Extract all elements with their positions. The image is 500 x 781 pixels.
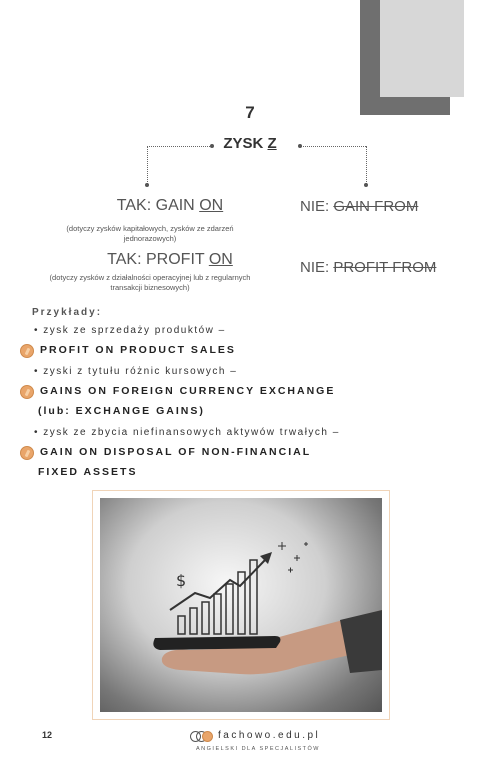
brand-name: fachowo.edu.pl — [218, 730, 321, 741]
example-english: GAIN ON DISPOSAL OF NON-FINANCIAL — [40, 446, 312, 458]
bracket-left-line — [147, 146, 212, 147]
tak-profit-note: (dotyczy zysków z działalności operacyjnej lub z regularnych transakcji biznesowych) — [49, 273, 251, 292]
page-number: 12 — [42, 730, 53, 740]
svg-text:$: $ — [176, 571, 187, 590]
example-polish: • zysk ze sprzedaży produktów – — [34, 325, 226, 336]
section-title — [0, 135, 500, 152]
bracket-dot — [364, 183, 368, 187]
nie-profit-prefix: NIE: — [300, 259, 334, 276]
coin-icon — [20, 446, 34, 460]
examples-label: Przykłady: — [32, 307, 103, 318]
nie-gain-from — [300, 198, 470, 215]
tak-gain-underlined: ON — [199, 197, 224, 214]
tak-profit-prefix: TAK: PROFIT — [107, 251, 209, 268]
bracket-right-vertical — [366, 146, 367, 184]
bracket-right-line — [300, 146, 366, 147]
growth-chart-photo — [100, 498, 382, 712]
hand-phone-chart-illustration — [100, 498, 382, 712]
tak-profit-underlined: ON — [208, 251, 233, 268]
tak-gain-prefix: TAK: GAIN — [116, 197, 200, 214]
title-underlined: Z — [267, 135, 277, 152]
nie-profit-from — [300, 259, 470, 276]
example-english-alt: (lub: EXCHANGE GAINS) — [38, 405, 205, 417]
title-text: ZYSK — [223, 135, 268, 152]
tak-gain-on — [95, 197, 245, 215]
coin-icon — [20, 385, 34, 399]
example-english: PROFIT ON PRODUCT SALES — [40, 344, 236, 356]
brand-logo-icon — [190, 731, 214, 742]
nie-profit-struck: PROFIT FROM — [333, 259, 437, 276]
example-polish: • zysk ze zbycia niefinansowych aktywów trwałych – — [34, 427, 340, 438]
photo-frame — [92, 490, 390, 720]
coin-icon — [20, 344, 34, 358]
nie-gain-prefix: NIE: — [300, 198, 334, 215]
bracket-left-vertical — [147, 146, 148, 184]
example-english-cont: FIXED ASSETS — [38, 466, 138, 478]
bracket-dot — [145, 183, 149, 187]
example-english: GAINS ON FOREIGN CURRENCY EXCHANGE — [40, 385, 336, 397]
nie-gain-struck: GAIN FROM — [333, 198, 419, 215]
example-polish: • zyski z tytułu różnic kursowych – — [34, 366, 238, 377]
bracket-dot — [210, 144, 214, 148]
decorative-light-block — [380, 0, 464, 97]
tak-gain-note: (dotyczy zysków kapitałowych, zysków ze zdarzeń jednorazowych) — [66, 224, 234, 243]
bracket-dot — [298, 144, 302, 148]
tak-profit-on — [90, 251, 250, 269]
section-number: 7 — [245, 103, 255, 122]
brand-tagline: ANGIELSKI DLA SPECJALISTÓW — [196, 746, 320, 752]
